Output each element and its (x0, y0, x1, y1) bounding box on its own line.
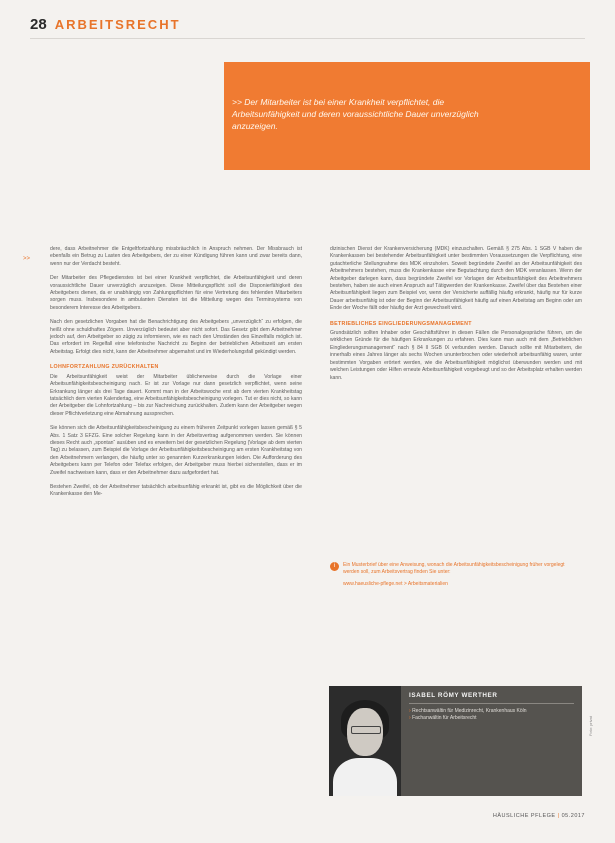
article-column-right (330, 246, 582, 389)
continuation-mark: >> (23, 256, 31, 262)
paragraph: Die Arbeitsunfähigkeit weist der Mitarbeiter üblicherweise durch die Vorlage einer Arbeitsunfähigkeitsbescheinigung nach. Er ist zur Vorlage nur dann gesetzlich verpflichtet, wenn seine Erkrankung länger als drei Tage dauert. Kommt man in der Arbeitswoche erst ab dem vierten Krankheitstag tatsächlich dem vierten Kalendertag, eine Arbeitsunfähigkeitsbescheinigung vorlegen. Tut er dies nicht, so kann der Arbeitgeber die Lohnfortzahlung – bis zur Nachreichung zurückhalten. Zudem kann der Arbeitgeber wegen dieser Pflichtverletzung eine Abmahnung aussprechen. (50, 373, 302, 417)
paragraph: dere, dass Arbeitnehmer die Entgeltfortzahlung missbräuchlich in Anspruch nehmen. Der Missbrauch ist ebenfalls ein Betrug zu Lasten des Arbeitgebers, der zu einer Kündigung führen kann und zwar bereits dann, wenn nur der Verdacht besteht. (50, 246, 302, 267)
article-column-left (50, 246, 302, 506)
author-name: ISABEL RÖMY WERTHER (409, 692, 574, 704)
author-role: › Rechtsanwältin für Medizinrecht, Krankenhaus Köln (409, 708, 574, 715)
author-roles (409, 708, 574, 722)
page-number: 28 (30, 16, 47, 33)
paragraph: Bestehen Zweifel, ob der Arbeitnehmer tatsächlich arbeitsunfähig erkrankt ist, gibt es die Möglichkeit über die Krankenkasse den Me- (50, 483, 302, 498)
author-box (329, 686, 582, 796)
pullquote-text: >> Der Mitarbeiter ist bei einer Krankheit verpflichtet, die Arbeitsunfähigkeit und deren voraussichtliche Dauer unverzüglich anzuzeigen. (232, 97, 479, 131)
author-role: › Fachanwältin für Arbeitsrecht (409, 715, 574, 722)
author-photo (329, 686, 401, 796)
paragraph: Der Mitarbeiter des Pflegedienstes ist bei einer Krankheit verpflichtet, die Arbeitsunfähigkeit und deren voraussichtliche Dauer unverzüglich anzuzeigen. Diese Mitteilungspflicht soll die Disponierfähigkeit des Arbeitgebers dienen, da er unabhängig von Zahlungspflichten für eine Vertretung des fehlenden Mitarbeiters sorgen muss. Insbesondere in ambulanten Diensten ist die Mitteilung wegen des Terminsystems von besonderem Interesse des Arbeitgebers. (50, 275, 302, 311)
tip-text: Ein Musterbrief über eine Anweisung, wonach die Arbeitsunfähigkeitsbescheinigung früher vorgelegt werden soll, zum Arbeitsvertrag finden Sie unter: (343, 562, 565, 575)
paragraph: Sie können sich die Arbeitsunfähigkeitsbescheinigung zu einem früheren Zeitpunkt vorlegen lassen gemäß § 5 Abs. 1 Satz 3 EFZG. Eine solcher Regelung kann in der Arbeitsvertrag aufgenommen werden. Sie können dieses Recht auch „spontan“ ausüben und es erweitern bei der gesetzlichen Regelung (Vorlage ab dem vierten Tag) zu belassen, zum Beispiel die Vorlage der Arbeitsunfähigkeitsbescheinigung am ersten Krankheitstag von den Arbeitnehmern verlangen, die häufig unter so genannten Kurzerkrankungen leiden. Die Aufforderung des Arbeitgebers kann per Telefon oder Telefax erfolgen, der Arbeitgeber muss hierbei sicherstellen, dass er im Zweifel nachweisen kann, dass er den Arbeitnehmer dazu aufgefordert hat. (50, 425, 302, 476)
section-title: ARBEITSRECHT (54, 17, 181, 32)
subheading-eingliederung: BETRIEBLICHES EINGLIEDERUNGSMANAGEMENT (330, 320, 472, 327)
paragraph: Grundsätzlich sollten Inhaber oder Geschäftsführer in diesen Fällen die Personalgespräche führen, um die wirklichen Gründe für die häufigen Erkrankungen zu erfahren. Dies kann man auch mit dem „Betrieblichen Eingliederungsmanagement“ nach § 84 II SGB IX verbunden werden. Danach sollte mit Mitarbeitern, die innerhalb eines Jahres länger als sechs Wochen ununterbrochen oder wiederholt arbeitsunfähig waren, unter bestimmten Vorgaben erörtert werden, wie die Arbeitsunfähigkeit möglichst überwunden werden und mit welchen Leistungen oder Hilfen erneute Arbeitsunfähigkeit vorgebeugt und so der Arbeitsplatz erhalten werden kann. (330, 330, 582, 381)
page-footer (493, 813, 585, 819)
tip-link[interactable]: www.haeusliche-pflege.net > Arbeitsmaterialien (343, 581, 448, 587)
header-divider (30, 38, 585, 39)
page-header (30, 16, 181, 33)
subheading-lohnfortzahlung: LOHNFORTZAHLUNG ZURÜCKHALTEN (50, 364, 159, 371)
magazine-name: HÄUSLICHE PFLEGE (492, 813, 556, 819)
paragraph: Nach den gesetzlichen Vorgaben hat die Benachrichtigung des Arbeitgebers „unverzüglich“ zu erfolgen, die heißt ohne schuldhaftes Zögern. Unverzüglich bedeutet aber nicht sofort. Das Gesetz gibt dem Arbeitnehmer jedoch auf, den Arbeitgeber so zügig zu informieren, wie es nach den Umständen des Einzelfalls möglich ist. Das erfordert im Regelfall eine telefonische Nachricht zu Beginn der betrieblichen Arbeitszeit am ersten Arbeitstag. Erfolgt dies nicht, kann der Arbeitnehmer abgemahnt und im Wiederholungsfall gekündigt werden. (50, 319, 302, 355)
issue-number: 05.2017 (561, 813, 585, 819)
author-info (401, 686, 582, 796)
paragraph: dizinischen Dienst der Krankenversicherung (MDK) einzuschalten. Gemäß § 275 Abs. 1 SGB V haben die Krankenkassen bei bestehender Arbeitsunfähigkeit unter bestimmten Voraussetzungen die Verpflichtung, eine gutachterliche Stellungnahme des MDK einzuholen. Soweit begründete Zweifel an der Arbeitsunfähigkeit des Arbeitnehmers bestehen, muss die Krankenkasse eine Begutachtung durch den MDK veranlassen. Wenn der Arbeitgeber darlegen kann, dass begründete Zweifel vor Vorlagen der Arbeitsunfähigkeit des Arbeitnehmers bestehen, haben sie auch einen Anspruch auf Tätigwerden der Krankenkasse. Zweifel über das Bestehen einer Arbeitsunfähigkeit liegen zum Beispiel vor, wenn der Versicherte auffällig häufig erkrankt, häufig nur für kurze Dauer arbeitsunfähig ist oder der Beginn der Arbeitsunfähigkeit häufig auf einen Arbeitstag am Beginn oder am Ende der Woche fällt oder häufig der Arzt gewechselt wird. (330, 246, 582, 312)
photo-credit: Foto: privat (588, 716, 593, 737)
info-icon: i (330, 562, 339, 571)
tip-box (330, 562, 582, 588)
footer-separator: | (557, 813, 560, 819)
